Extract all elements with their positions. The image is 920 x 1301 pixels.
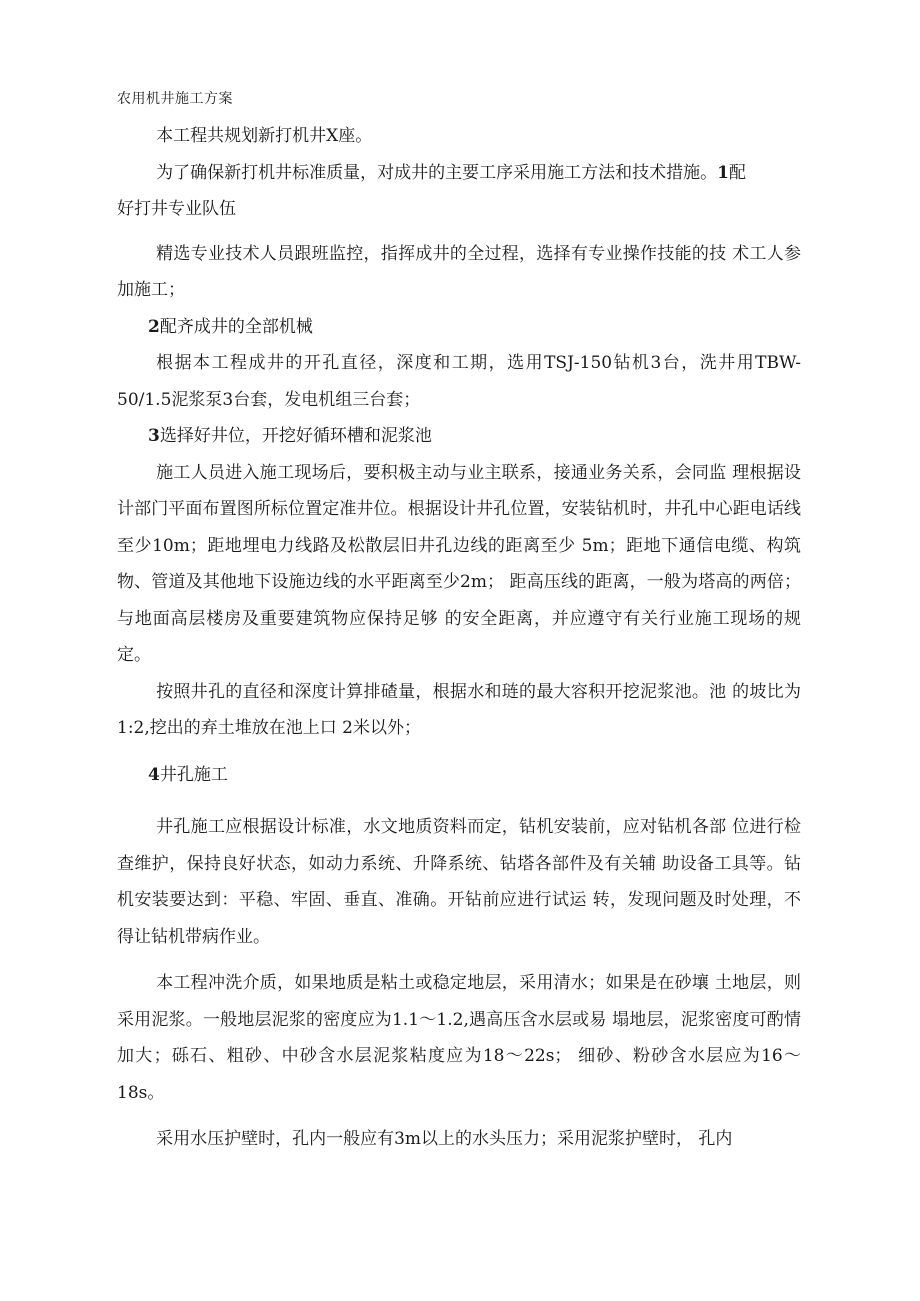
paragraph-plan-count: 本工程共规划新打机井X座。 bbox=[156, 126, 373, 146]
paragraph-wall-protection: 采用水压护壁时，孔内一般应有3m以上的水头压力；采用泥浆护壁时， 孔内 bbox=[156, 1129, 733, 1149]
section-heading-4-text: 井孔施工 bbox=[159, 764, 228, 785]
paragraph-staffing: 精选专业技术人员跟班监控，指挥成井的全过程，选择有专业操作技能的技 术工人参加施工； bbox=[117, 243, 801, 300]
paragraph-well-location: 施工人员进入施工现场后，要积极主动与业主联系，接通业务关系，会同监 理根据设计部门平面布置图所标位置定准井位。根据设计井孔位置，安装钻机时，井孔中心距电话线至少10m；距地埋电力线路及松散层旧井孔边线的距离至少 5m；距地下通信电缆、构筑物、管道及其他地下设施边线的水平距离至少2m； 距高压线的距离，一般为塔高的两倍；与地面高层楼房及重要建筑物应保持足够 的安全距离，并应遵守有关行业施工现场的规定。 bbox=[117, 462, 801, 665]
section-heading-2 bbox=[117, 309, 801, 346]
paragraph-quality-measures bbox=[117, 155, 801, 228]
document-header: 农用机井施工方案 bbox=[117, 91, 233, 107]
paragraph-drilling: 井孔施工应根据设计标准，水文地质资料而定，钻机安装前，应对钻机各部 位进行检查维护，保持良好状态，如动力系统、升降系统、钻塔各部件及有关辅 助设备工具等。钻机安装要达到：平稳、牢固、垂直、准确。开钻前应进行试运 转，发现问题及时处理，不得让钻机带病作业。 bbox=[117, 817, 801, 947]
paragraph-machinery: 根据本工程成井的开孔直径，深度和工期，选用TSJ-150钻机3台，洗井用TBW-50/1.5泥浆泵3台套，发电机组三台套； bbox=[117, 353, 801, 410]
section-heading-1-start: 配 bbox=[728, 162, 746, 183]
paragraph-flushing-medium: 本工程冲洗介质，如果地质是粘土或稳定地层，采用清水；如果是在砂壤 土地层，则采用泥浆。一般地层泥浆的密度应为1.1～1.2,遇高压含水层或易 塌地层，泥浆密度可酌情加大；砾石、粗砂、中砂含水层泥浆粘度应为18～22s； 细砂、粉砂含水层应为16～18s。 bbox=[117, 973, 801, 1103]
section-number-4: 4 bbox=[148, 764, 160, 785]
section-heading-2-text: 配齐成井的全部机械 bbox=[159, 316, 313, 337]
section-heading-4 bbox=[117, 757, 801, 794]
section-heading-3-text: 选择好井位，开挖好循环槽和泥浆池 bbox=[159, 426, 432, 446]
paragraph-mud-pit: 按照井孔的直径和深度计算排碴量，根据水和琏的最大容积开挖泥浆池。池 的坡比为1:2,挖出的弃土堆放在池上口 2米以外； bbox=[117, 681, 801, 738]
document-body bbox=[117, 118, 801, 1158]
paragraph-quality-text: 为了确保新打机井标准质量，对成井的主要工序采用施工方法和技术措施。 bbox=[156, 162, 718, 183]
section-heading-3 bbox=[117, 418, 801, 455]
section-number-1: 1 bbox=[717, 162, 729, 183]
section-heading-1-rest: 好打井专业队伍 bbox=[117, 199, 236, 219]
section-number-3: 3 bbox=[148, 426, 160, 446]
section-number-2: 2 bbox=[148, 316, 160, 337]
